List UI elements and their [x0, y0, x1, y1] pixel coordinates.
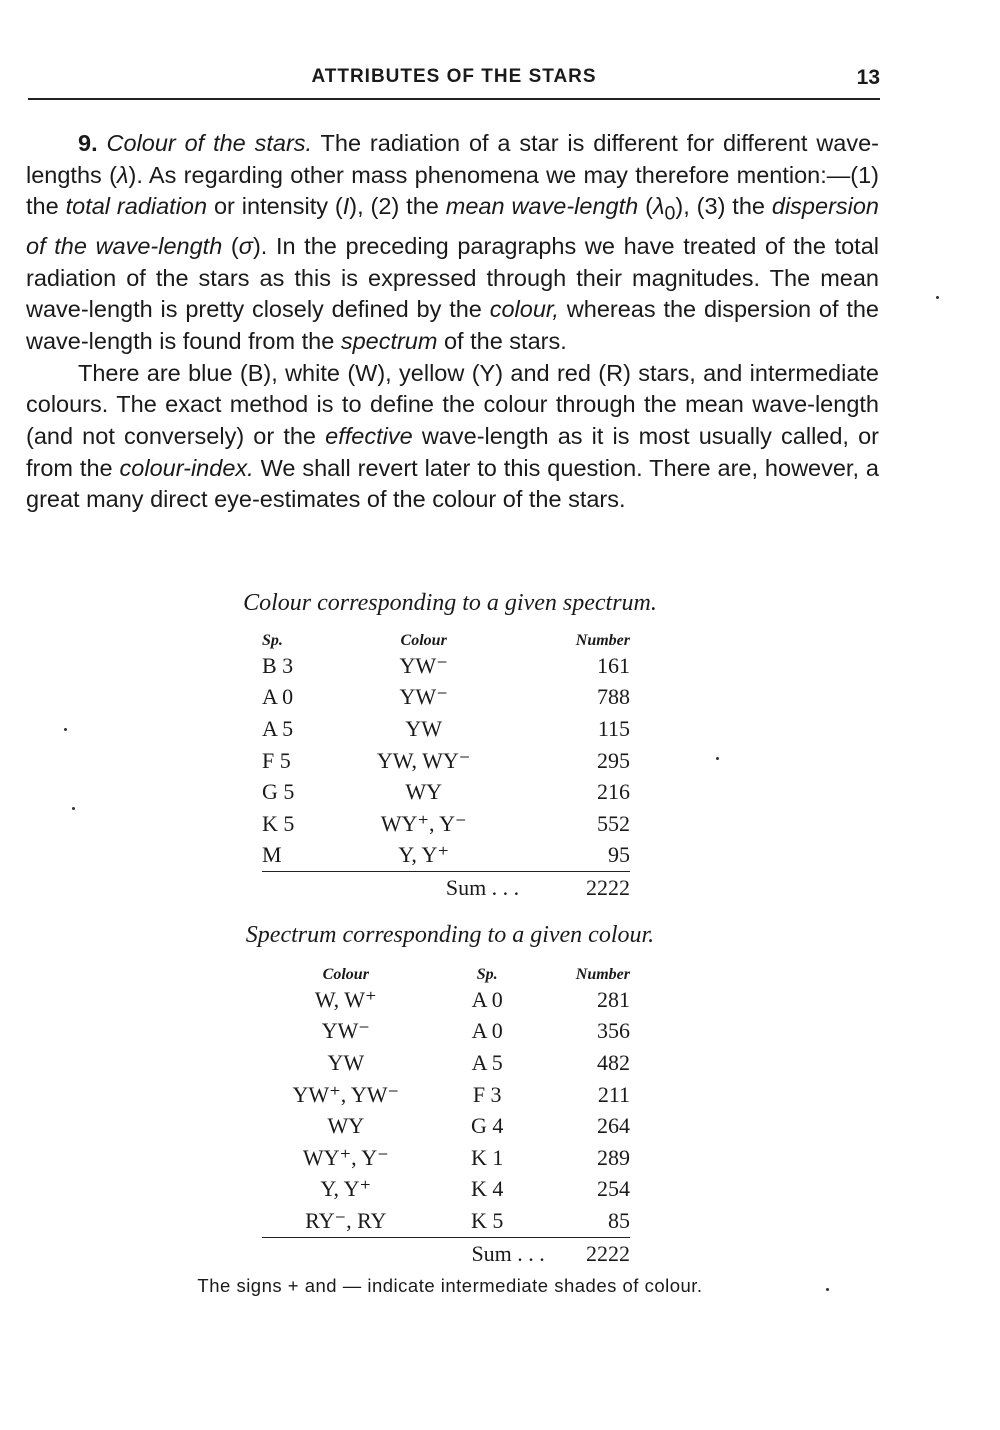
- column-header: Sp.: [476, 966, 498, 983]
- table-cell: 264: [597, 1113, 630, 1139]
- text-run: ). In the preceding paragraphs we have treated of the total radiation of the stars as this is expressed through their magnitudes. The mean wave-length is pretty closely defined by the: [26, 232, 879, 323]
- table-cell: WY: [405, 779, 442, 805]
- table-row: [262, 682, 630, 714]
- table-cell: A 0: [471, 1018, 503, 1044]
- table-cell: YW, WY⁻: [376, 747, 471, 773]
- table-row: [262, 1047, 630, 1079]
- table-cell: 211: [597, 1081, 630, 1107]
- sigma-symbol: σ: [238, 232, 253, 259]
- text-run: wave-length as it is most usually called, or from the: [26, 423, 880, 481]
- table-cell: A 5: [471, 1049, 503, 1075]
- page-number: 13: [856, 66, 880, 89]
- table-cell: WY⁺, Y⁻: [302, 1144, 389, 1170]
- table-cell: K 5: [471, 1207, 504, 1233]
- table-cell: [262, 1237, 430, 1269]
- text-run: We shall revert later to this question. There are, however, a great many direct eye-estimates of the colour of the stars.: [26, 454, 879, 513]
- table-cell: 788: [597, 684, 630, 710]
- table-cell: YW: [405, 715, 442, 741]
- table-sum-row: [262, 872, 630, 904]
- column-header: Colour: [400, 632, 447, 649]
- footnote: The signs + and — indicate intermediate shades of colour.: [197, 1275, 703, 1296]
- table-row: [262, 776, 630, 808]
- emphasis-total-radiation: total radiation: [65, 193, 208, 220]
- lambda0-symbol: λ: [652, 193, 665, 220]
- text-run: The radiation of a star is different for different wave-lengths (: [26, 130, 880, 188]
- table-row: [262, 1110, 630, 1142]
- table-cell: Y, Y⁺: [320, 1176, 372, 1202]
- table-cell: 356: [597, 1018, 630, 1044]
- table-cell: 281: [597, 986, 630, 1012]
- table1-caption: Colour corresponding to a given spectrum.: [243, 590, 657, 616]
- table-cell: 115: [597, 715, 630, 741]
- table-header-row: [262, 624, 630, 650]
- table-cell: [262, 872, 328, 904]
- table-cell: YW: [327, 1049, 365, 1075]
- table-cell: YW⁻: [399, 652, 448, 678]
- table-cell: YW⁺, YW⁻: [292, 1081, 400, 1107]
- table-row: [262, 1205, 630, 1237]
- column-header: Sp.: [262, 632, 283, 649]
- table-row: [262, 713, 630, 745]
- intensity-symbol: I: [342, 193, 350, 220]
- text-run: (: [222, 232, 239, 259]
- emphasis-mean-wavelength: mean wave-length: [445, 193, 639, 220]
- table-row: [262, 840, 630, 872]
- table-cell: F 3: [472, 1081, 502, 1107]
- text-run: There are blue (B), white (W), yellow (Y) and red (R) stars, and intermediate colours. The exact method is to define the colour through the mean wave-length (and not conversely) or the: [26, 359, 879, 450]
- text-run: of the stars.: [437, 327, 567, 354]
- lambda0-subscript: 0: [664, 203, 676, 226]
- table-cell: 482: [597, 1049, 630, 1075]
- emphasis-effective: effective: [325, 423, 413, 450]
- section-title: Colour of the stars.: [106, 130, 313, 156]
- table-cell: WY⁺, Y⁻: [380, 810, 467, 836]
- table-cell: B 3: [262, 652, 294, 678]
- table-cell: YW⁻: [321, 1018, 370, 1044]
- sum-value: 2222: [519, 872, 630, 904]
- table-row: [262, 1142, 630, 1174]
- emphasis-colour-index: colour-index.: [119, 454, 254, 481]
- column-header: Number: [575, 632, 630, 649]
- table-colour-by-spectrum: [262, 624, 630, 904]
- table-cell: K 1: [471, 1144, 504, 1170]
- table-cell: 161: [597, 652, 630, 678]
- text-run: whereas the dispersion of the wave-length is found from the: [26, 296, 879, 354]
- table-cell: 289: [597, 1144, 630, 1170]
- table-sum-row: [262, 1237, 630, 1269]
- page-header: [28, 64, 880, 100]
- column-header: Number: [575, 966, 630, 983]
- lambda-symbol: λ: [116, 161, 129, 188]
- paragraph-1: [26, 128, 879, 358]
- table-cell: G 4: [471, 1113, 504, 1139]
- table-cell: K 4: [471, 1176, 504, 1202]
- text-run: or intensity (: [207, 193, 343, 220]
- table-cell: RY⁻, RY: [305, 1207, 387, 1233]
- table-cell: G 5: [262, 779, 295, 805]
- table-cell: M: [262, 842, 282, 868]
- text-run: (: [638, 193, 653, 220]
- sum-value: 2222: [545, 1237, 630, 1269]
- table-row: [262, 1174, 630, 1206]
- section-number: 9.: [78, 130, 98, 156]
- table-cell: 552: [597, 810, 630, 836]
- text-run: ), (2) the: [349, 193, 446, 220]
- sum-label: Sum . . .: [328, 872, 519, 904]
- table-cell: WY: [327, 1113, 365, 1139]
- table-cell: 295: [597, 747, 630, 773]
- column-header: Colour: [322, 966, 369, 983]
- table-row: [262, 1079, 630, 1111]
- table-row: [262, 745, 630, 777]
- emphasis-dispersion: dispersion of the wave-length: [26, 193, 880, 259]
- table-cell: 85: [608, 1207, 630, 1233]
- text-run: ), (3) the: [675, 193, 772, 220]
- table-cell: K 5: [262, 810, 295, 836]
- scan-speck: [826, 1288, 829, 1291]
- table-row: [262, 984, 630, 1016]
- emphasis-colour: colour,: [489, 296, 559, 323]
- table-row: [262, 808, 630, 840]
- table-cell: A 0: [471, 986, 503, 1012]
- body-text: [26, 128, 879, 516]
- table-cell: YW⁻: [399, 684, 448, 710]
- table-cell: 254: [597, 1176, 630, 1202]
- table-cell: A 0: [262, 684, 294, 710]
- paragraph-2: [26, 358, 879, 517]
- emphasis-spectrum: spectrum: [340, 327, 438, 354]
- table-cell: Y, Y⁺: [398, 842, 450, 868]
- table-header-row: [262, 958, 630, 984]
- scan-speck: [716, 757, 719, 760]
- table-cell: A 5: [262, 715, 294, 741]
- sum-label: Sum . . .: [430, 1237, 545, 1269]
- table-row: [262, 1016, 630, 1048]
- scan-speck: [936, 296, 939, 299]
- scan-speck: [64, 728, 67, 731]
- table-cell: 95: [608, 842, 630, 868]
- table-spectrum-by-colour: [262, 958, 630, 1269]
- table2-caption: Spectrum corresponding to a given colour.: [245, 922, 655, 948]
- table-row: [262, 650, 630, 682]
- table-cell: W, W⁺: [314, 986, 377, 1012]
- table-cell: 216: [597, 779, 630, 805]
- scan-speck: [72, 807, 75, 810]
- running-title: ATTRIBUTES OF THE STARS: [311, 66, 597, 87]
- table-cell: F 5: [262, 747, 291, 773]
- text-run: ). As regarding other mass phenomena we may therefore mention:—(1) the: [26, 161, 879, 220]
